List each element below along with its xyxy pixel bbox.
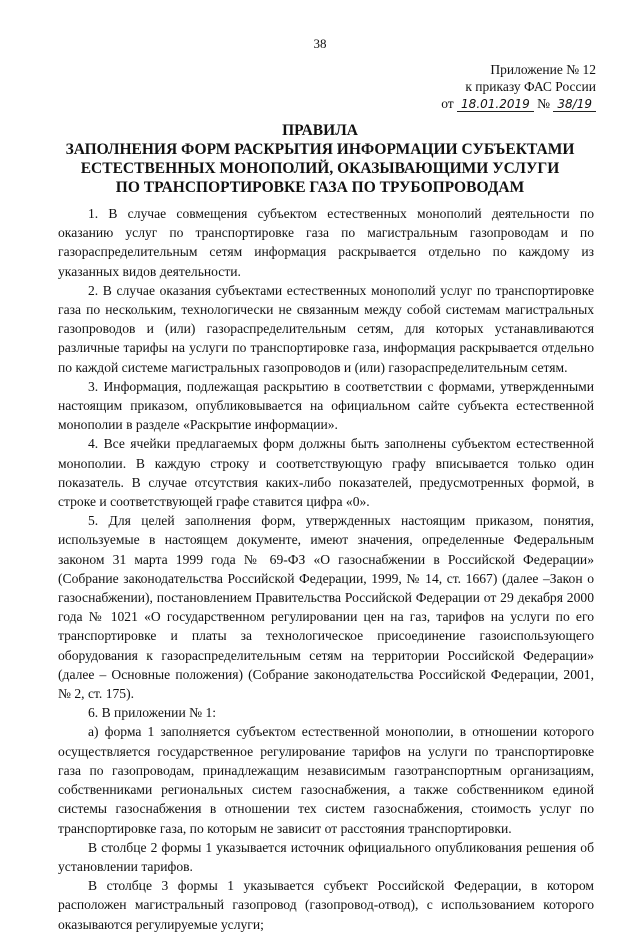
paragraph-3: 3. Информация, подлежащая раскрытию в соответствии с формами, утвержденными настоящим приказом, опубликовывается на официальном сайте субъекта естественной монополии в разделе «Раскрытие информации».: [58, 378, 594, 433]
appendix-order-reference: к приказу ФАС России: [465, 79, 596, 94]
paragraph-6: 6. В приложении № 1:: [88, 705, 217, 721]
paragraph-1: 1. В случае совмещения субъектом естественных монополий деятельности по оказанию услуг по транспортировке газа по магистральным газопроводам и по газораспределительным сетям информация раскрывается отдельно по каждому из указанных видов деятельности.: [58, 206, 594, 279]
number-prefix: №: [537, 96, 551, 111]
appendix-header: [441, 61, 596, 112]
paragraph-column-2: В столбце 2 формы 1 указывается источник официального опубликования решения об установлении тарифов.: [58, 839, 594, 874]
appendix-number: Приложение № 12: [490, 62, 596, 77]
handwritten-number: 38/19: [553, 97, 596, 112]
title-line: ПРАВИЛА: [282, 122, 358, 139]
title-line: ЕСТЕСТВЕННЫХ МОНОПОЛИЙ, ОКАЗЫВАЮЩИМИ УСЛУГИ: [80, 160, 560, 177]
paragraph-5: 5. Для целей заполнения форм, утвержденных настоящим приказом, понятия, используемые в настоящем документе, имеют значения, определенные Федеральным законом 31 марта 1999 года № 69-ФЗ «О газоснабжении в Российской Федерации» (Собрание законодательства Российской Федерации, 1999, № 14, ст. 1667) (далее –Закон о газоснабжении), постановлением Правительства Российской Федерации от 29 декабря 2000 года № 1021 «О государственном регулировании цен на газ, тарифов на услуги по его транспортировке и платы за технологическое присоединение газоиспользующего оборудования к газораспределительным сетям на территории Российской Федерации» (далее – Основные положения) (Собрание законодательства Российской Федерации, 2001, № 2, ст. 175).: [58, 513, 594, 702]
paragraph-column-3: В столбце 3 формы 1 указывается субъект Российской Федерации, в котором расположен магистральный газопровод (газопровод-отвод), с использованием которого оказываются регулируемые услуги;: [58, 878, 594, 932]
paragraph-4: 4. Все ячейки предлагаемых форм должны быть заполнены субъектом естественной монополии. В каждую строку и соответствующую графу вписывается только один показатель. В случае отсутствия каких-либо показателей, предусмотренных формой, в строке и соответствующей графе ставится цифра «0».: [58, 436, 594, 510]
paragraph-6a: а) форма 1 заполняется субъектом естественной монополии, в отношении которого осуществляется государственное регулирование тарифов на услуги по транспортировке газа по газопроводам, принадлежащим независимым газотранспортным организациям, собственниками региональных систем газоснабжения, а также собственником единой системы газоснабжения в отношении тех систем газоснабжения, стоимость услуг по транспортировке газа, по которым не зависит от расстояния транспортировки.: [58, 724, 594, 836]
handwritten-date: 18.01.2019: [457, 97, 534, 112]
title-line: ЗАПОЛНЕНИЯ ФОРМ РАСКРЫТИЯ ИНФОРМАЦИИ СУБЪЕКТАМИ: [65, 141, 575, 158]
date-prefix: от: [441, 96, 454, 111]
page-number: 38: [313, 36, 327, 51]
title-line: ПО ТРАНСПОРТИРОВКЕ ГАЗА ПО ТРУБОПРОВОДАМ: [115, 179, 525, 196]
document-body: [58, 204, 594, 934]
document-title: [40, 121, 600, 197]
paragraph-2: 2. В случае оказания субъектами естественных монополий услуг по транспортировке газа по нескольким, технологически не связанным между собой системам магистральных газопроводов и (или) газораспределительным сетям, для которых устанавливаются различные тарифы на услуги по транспортировке газа, информация раскрывается отдельно по каждой системе магистральных газопроводов и (или) газораспределительным сетям.: [58, 282, 594, 375]
appendix-date-line: [441, 95, 596, 112]
